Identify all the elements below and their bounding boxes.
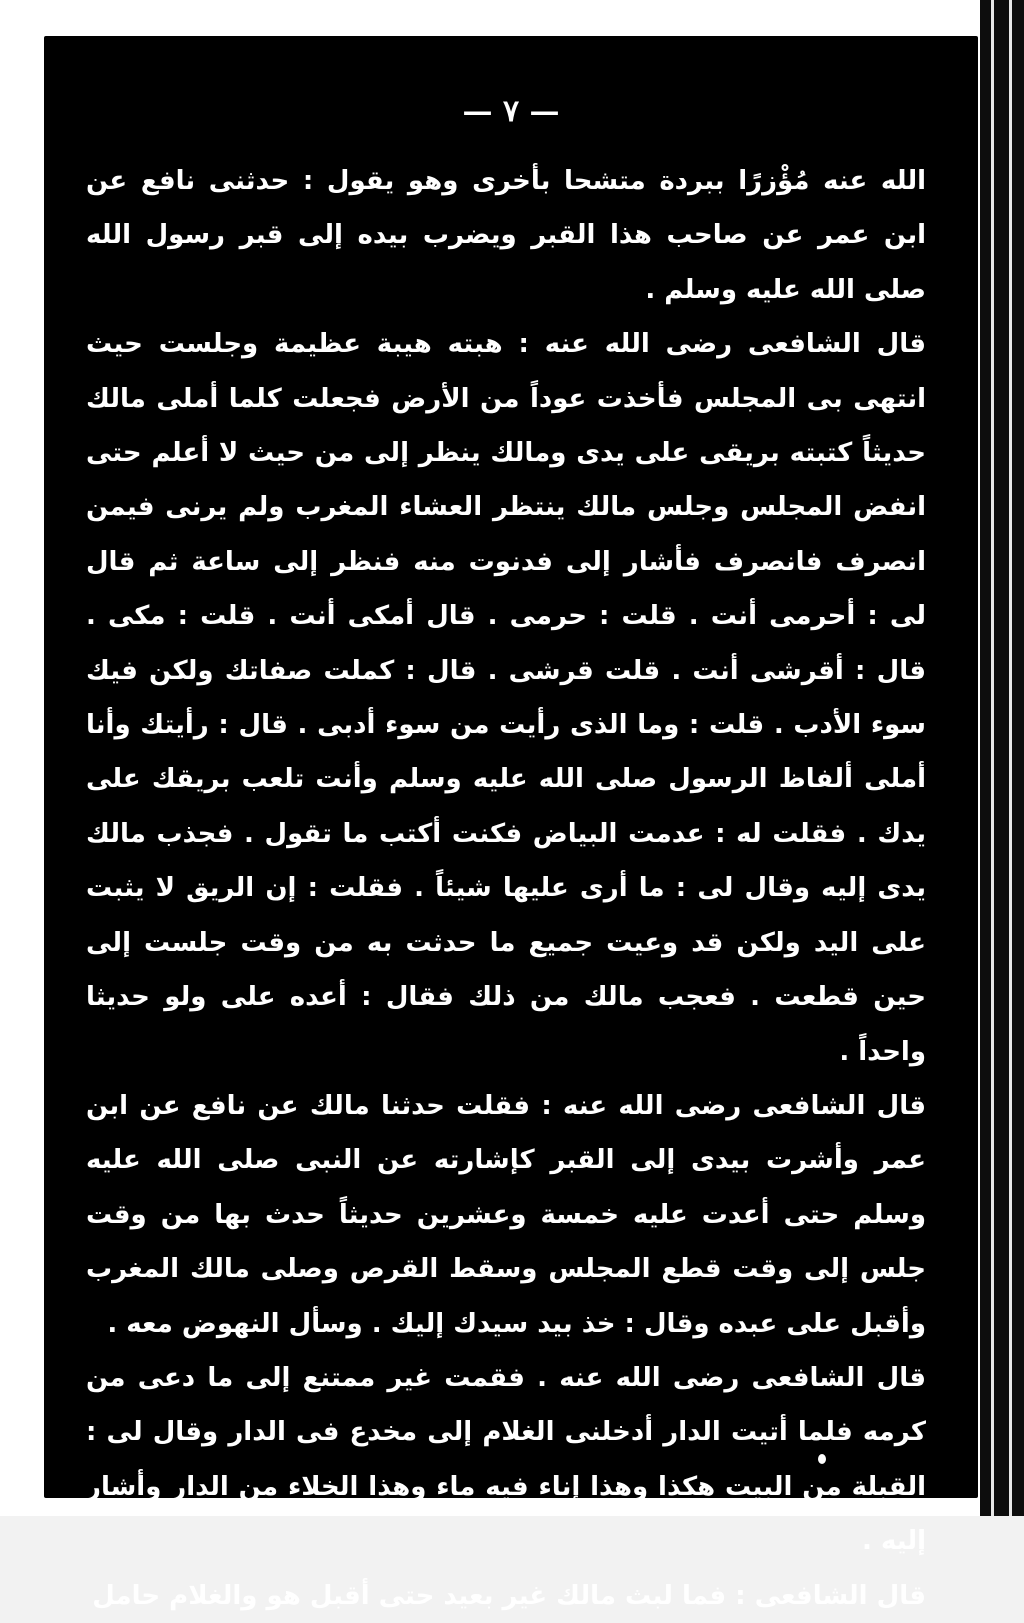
paragraph-3: قال الشافعى رضى الله عنه : فقلت حدثنا مالك عن نافع عن ابن عمر وأشرت بيدى إلى القبر كإشارته عن النبى صلى الله عليه وسلم حتى أعدت عليه خمسة وعشرين حديثاً حدث بها من وقت جلس إلى وقت قطع المجلس وسقط القرص وصلى مالك المغرب وأقبل على عبده وقال : خذ بيد سيدك إليك . وسأل النهوض معه . [86,1090,926,1339]
paragraph-5: قال الشافعى : فما لبث مالك غير بعيد حتى أقبل هو والغلام حامل [92,1580,926,1611]
paragraph-4: قال الشافعى رضى الله عنه . فقمت غير ممتنع إلى ما دعى من كرمه فلما أتيت الدار أدخلنى الغلام إلى مخدع فى الدار وقال لى : القبلة من البيت هكذا وهذا إناء فيه ماء وهذا الخلاء من الدار وأشار إليه . [86,1362,926,1557]
page-number: — ٧ — [462,94,560,129]
body-text [86,154,926,1623]
scan-binding-edge [980,0,1024,1516]
binding-line [1009,0,1012,1516]
book-page [44,36,978,1611]
paragraph-1: الله عنه مُؤْزرًا ببردة متشحا بأخرى وهو يقول : حدثنى نافع عن ابن عمر عن صاحب هذا القبر ويضرب بيده إلى قبر رسول الله صلى الله عليه وسلم . [86,166,926,305]
paragraph-2: قال الشافعى رضى الله عنه : هبته هيبة عظيمة وجلست حيث انتهى بى المجلس فأخذت عوداً من الأرض فجعلت كلما أملى مالك حديثاً كتبته بريقى على يدى ومالك ينظر إلى من حيث لا أعلم حتى انفض المجلس وجلس مالك ينتظر العشاء المغرب ولم يرنى فيمن انصرف فانصرف فأشار إلى فدنوت منه فنظر إلى ساعة ثم قال لى : أحرمى أنت . قلت : حرمى . قال أمكى أنت . قلت : مكى . قال : أقرشى أنت . قلت قرشى . قال : كملت صفاتك ولكن فيك سوء الأدب . قلت : وما الذى رأيت من سوء أدبى . قال : رأيتك وأنا أملى ألفاظ الرسول صلى الله عليه وسلم وأنت تلعب بريقك على يدك . فقلت له : عدمت البياض فكنت أكتب ما تقول . فجذب مالك يدى إليه وقال لى : ما أرى عليها شيئاً . فقلت : إن الريق لا يثبت على اليد ولكن قد وعيت جميع ما حدثت به من وقت جلست إلى حين قطعت . فعجب مالك من ذلك فقال : أعده على ولو حديثا واحداً . [86,329,926,1067]
page-dot-mark [818,1454,826,1464]
binding-line [991,0,994,1516]
